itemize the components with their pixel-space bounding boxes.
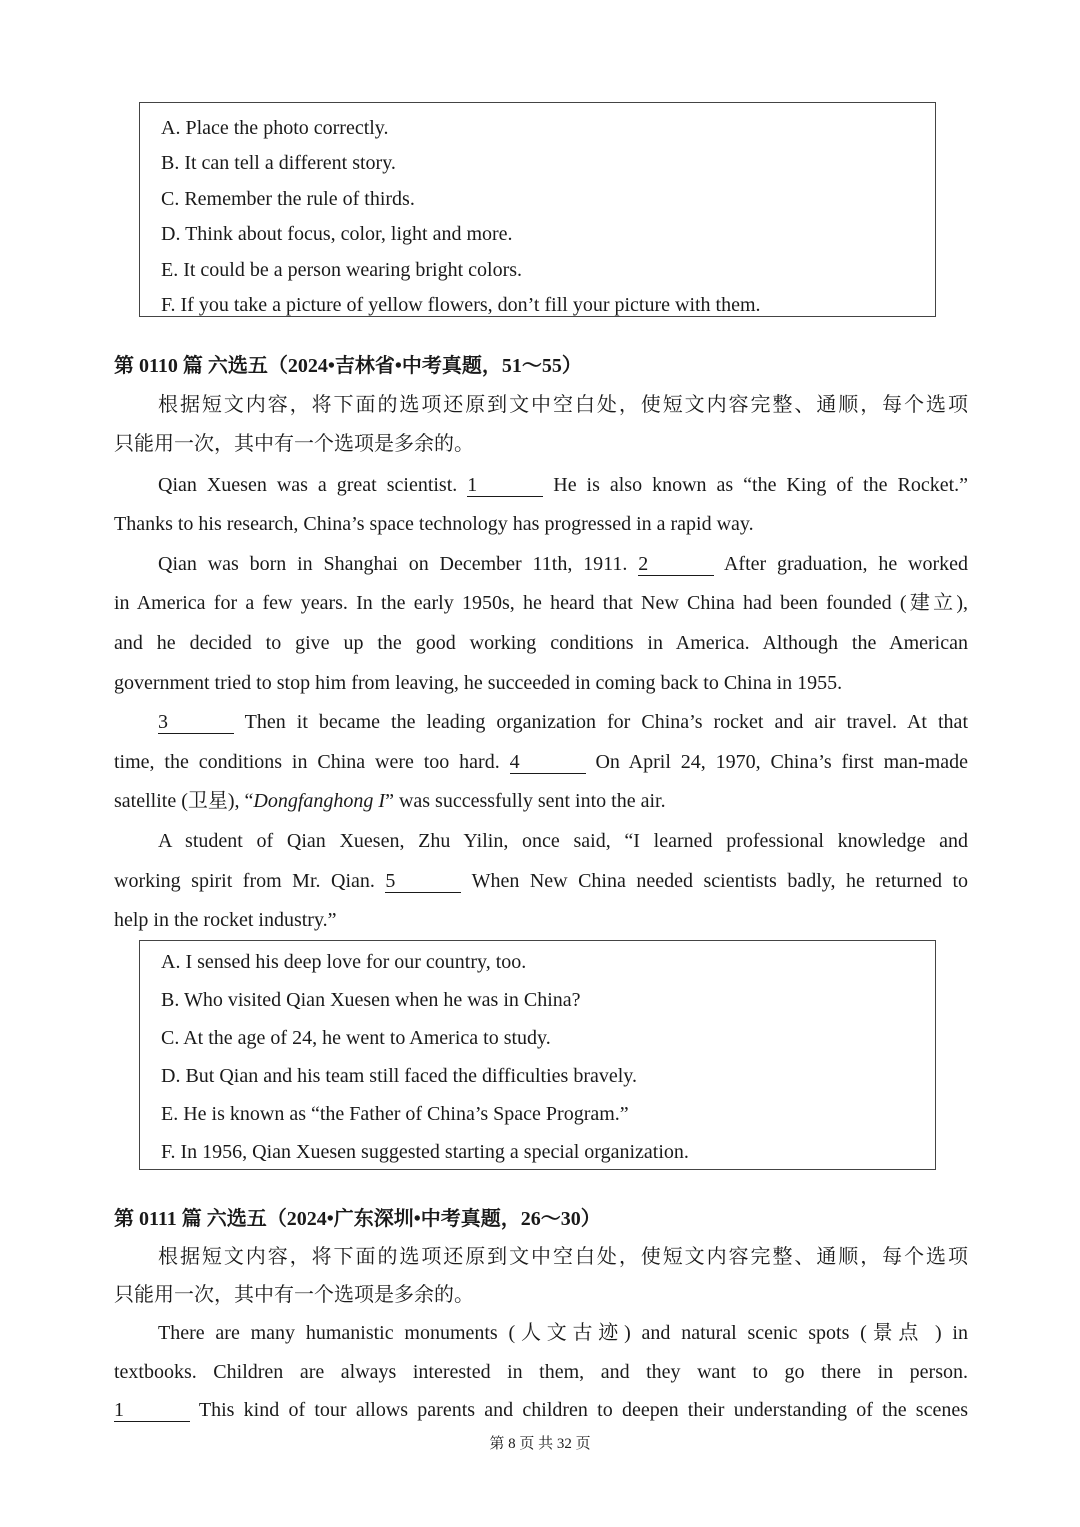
text-span: ” was successfully sent into the air. — [385, 790, 666, 812]
option-d: D. Think about focus, color, light and more. — [161, 223, 513, 246]
option-e: E. It could be a person wearing bright colors. — [161, 258, 523, 281]
instruction-line-2: 只能用一次，其中有一个选项是多余的。 — [114, 1284, 474, 1306]
text-span: When New China needed scientists badly, he returned to — [471, 870, 969, 892]
paragraph-line — [114, 470, 968, 500]
option-d: D. But Qian and his team still faced the difficulties bravely. — [161, 1065, 637, 1087]
text-span: He is also known as “the King of the Rocket.” — [553, 474, 969, 496]
blank-1: 1 — [467, 474, 543, 497]
text-span: Qian was born in Shanghai on December 11th, 1911. — [158, 553, 628, 575]
paragraph-line: in America for a few years. In the early 1950s, he heard that New China had been founded (建立), — [114, 592, 968, 614]
satellite-name: Dongfanghong I — [253, 790, 386, 812]
option-e: E. He is known as “the Father of China’s Space Program.” — [161, 1103, 629, 1125]
page-footer: 第 8 页 共 32 页 — [489, 1436, 591, 1452]
blank-4: 4 — [510, 751, 586, 774]
text-span: Then it became the leading organization for China’s rocket and air travel. At that — [244, 711, 968, 733]
paragraph-line: There are many humanistic monuments (人文古迹) and natural scenic spots (景点 ) in — [158, 1322, 968, 1344]
paragraph-line — [114, 1395, 968, 1425]
options-box-1 — [139, 102, 936, 317]
text-span: Qian Xuesen was a great scientist. — [158, 474, 458, 496]
text-span: time, the conditions in China were too hard. — [114, 751, 500, 773]
section-heading-0111: 第 0111 篇 六选五（2024•广东深圳•中考真题，26～30） — [114, 1208, 601, 1230]
option-c: C. At the age of 24, he went to America to study. — [161, 1027, 551, 1049]
paragraph-line — [114, 786, 968, 816]
paragraph-line — [114, 707, 968, 737]
option-c: C. Remember the rule of thirds. — [161, 187, 415, 210]
blank-2: 2 — [638, 553, 714, 576]
option-f: F. In 1956, Qian Xuesen suggested starting a special organization. — [161, 1141, 689, 1163]
paragraph-line — [114, 866, 968, 896]
paragraph-line — [114, 747, 968, 777]
paragraph-line: textbooks. Children are always interested in them, and they want to go there in person. — [114, 1361, 968, 1383]
section-heading-0110: 第 0110 篇 六选五（2024•吉林省•中考真题，51～55） — [114, 355, 582, 377]
option-a: A. Place the photo correctly. — [161, 117, 389, 139]
text-span: This kind of tour allows parents and children to deepen their understanding of the scenes — [198, 1399, 969, 1421]
paragraph-line: Thanks to his research, China’s space technology has progressed in a rapid way. — [114, 513, 754, 535]
text-span: After graduation, he worked — [723, 553, 969, 575]
options-box-2 — [139, 940, 936, 1170]
blank-3: 3 — [158, 711, 234, 734]
instruction-line-2: 只能用一次，其中有一个选项是多余的。 — [114, 433, 474, 455]
text-span: On April 24, 1970, China’s first man-made — [595, 751, 969, 773]
text-span: working spirit from Mr. Qian. — [114, 870, 375, 892]
blank-1: 1 — [114, 1399, 190, 1422]
option-b: B. Who visited Qian Xuesen when he was in China? — [161, 989, 581, 1011]
blank-5: 5 — [385, 870, 461, 893]
instruction-line-1: 根据短文内容，将下面的选项还原到文中空白处，使短文内容完整、通顺，每个选项 — [158, 1246, 968, 1268]
paragraph-line: help in the rocket industry.” — [114, 909, 337, 931]
option-a: A. I sensed his deep love for our country, too. — [161, 951, 527, 973]
paragraph-line: A student of Qian Xuesen, Zhu Yilin, once said, “I learned professional knowledge and — [158, 830, 968, 852]
text-span: satellite (卫星), “ — [114, 790, 254, 812]
paragraph-line: government tried to stop him from leaving, he succeeded in coming back to China in 1955. — [114, 672, 843, 694]
paragraph-line — [114, 549, 968, 579]
option-f: F. If you take a picture of yellow flowers, don’t fill your picture with them. — [161, 293, 761, 316]
option-b: B. It can tell a different story. — [161, 152, 396, 175]
paragraph-line: and he decided to give up the good working conditions in America. Although the American — [114, 632, 968, 654]
instruction-line-1: 根据短文内容，将下面的选项还原到文中空白处，使短文内容完整、通顺，每个选项 — [158, 394, 968, 416]
